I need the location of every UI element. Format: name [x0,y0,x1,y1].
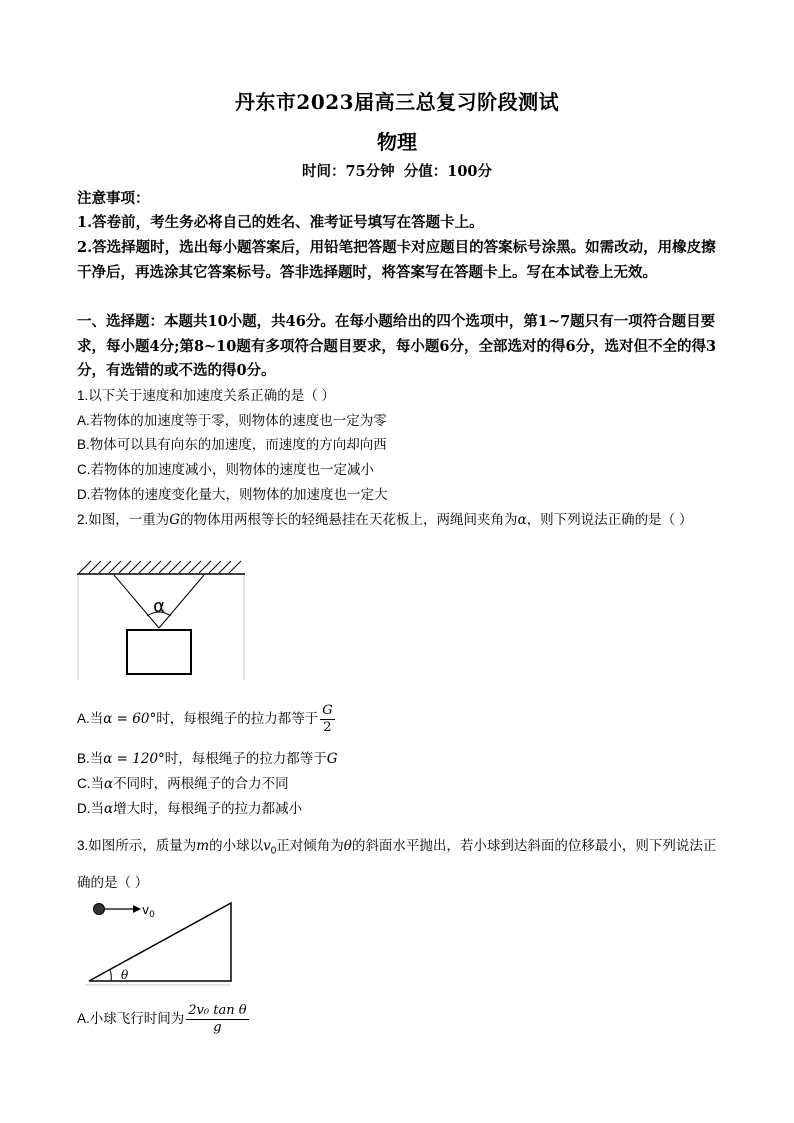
exam-meta: 时间：75分钟 分值：100分 [302,163,492,180]
question-2-option-d: D.当α增大时，每根绳子的拉力都减小 [77,801,303,817]
incline-angle-arc [110,970,111,981]
subject-title: 物理 [377,130,417,154]
fraction-flight-time: $\frac{\text{2v₀ tan θ}}{g}$ [188,1003,247,1035]
question-1-stem: 1.以下关于速度和加速度关系正确的是（ ） [77,388,336,403]
fraction-g-over-2: $\frac{G}{2}$ [322,703,333,735]
notice-heading: 注意事项： [77,190,150,207]
question-2-stem: 2.如图，一重为G的物体用两根等长的轻绳悬挂在天花板上，两绳间夹角为α，则下列说法正确的是（ ） [77,512,693,528]
question-3-stem: 3.如图所示，质量为m的小球以$v_0$正对倾角为θ的斜面水平抛出，若小球到达斜面的位移最小，则下列说法正确的是（ ） [77,838,717,890]
hanging-box [127,630,191,674]
question-1-option-a: A.若物体的加速度等于零，则物体的速度也一定为零 [77,413,387,428]
question-2-figure [77,558,247,683]
question-1-option-d: D.若物体的速度变化量大，则物体的加速度也一定大 [77,487,388,502]
ceiling-hatching [77,561,245,574]
question-2-option-b: B.当α = 120°时，每根绳子的拉力都等于G [77,751,338,767]
question-1-option-b: B.物体可以具有向东的加速度，而速度的方向却向西 [77,437,387,452]
question-3-figure [85,895,245,990]
question-2-option-a: A.当α = 60°时，每根绳子的拉力都等于 $\frac{G}{2}$ [77,703,333,735]
angle-label-alpha: α [153,596,165,617]
exam-title: 丹东市2023届高三总复习阶段测试 [234,90,560,114]
right-rope [159,575,204,628]
notice-item-1: 1.答卷前，考生务必将自己的姓名、准考证号填写在答题卡上。 [77,214,484,231]
question-1-option-c: C.若物体的加速度减小，则物体的速度也一定减小 [77,462,374,477]
incline-triangle [89,903,231,981]
ball [94,904,105,915]
velocity-label: $v_0$ [142,903,155,920]
arrow-head [133,905,141,913]
incline-angle-label: θ [121,968,129,982]
question-2-option-c: C.当α不同时，两根绳子的合力不同 [77,776,289,792]
question-3-option-a: A.小球飞行时间为 $\frac{\text{2v₀ tan θ}}{g}$ [77,1003,247,1035]
notice-item-2: 2.答选择题时，选出每小题答案后，用铅笔把答题卡对应题目的答案标号涂黑。如需改动，用橡皮擦干净后，再选涂其它答案标号。答非选择题时，将答案写在答题卡上。写在本试卷上无效。 [77,239,716,281]
section-1-instructions: 一、选择题：本题共10小题，共46分。在每小题给出的四个选项中，第1~7题只有一项符合题目要求，每小题4分;第8~10题有多项符合题目要求，每小题6分，全部选对的得6分，选对但不全的得3分，有选错的或不选的得0分。 [77,313,717,379]
